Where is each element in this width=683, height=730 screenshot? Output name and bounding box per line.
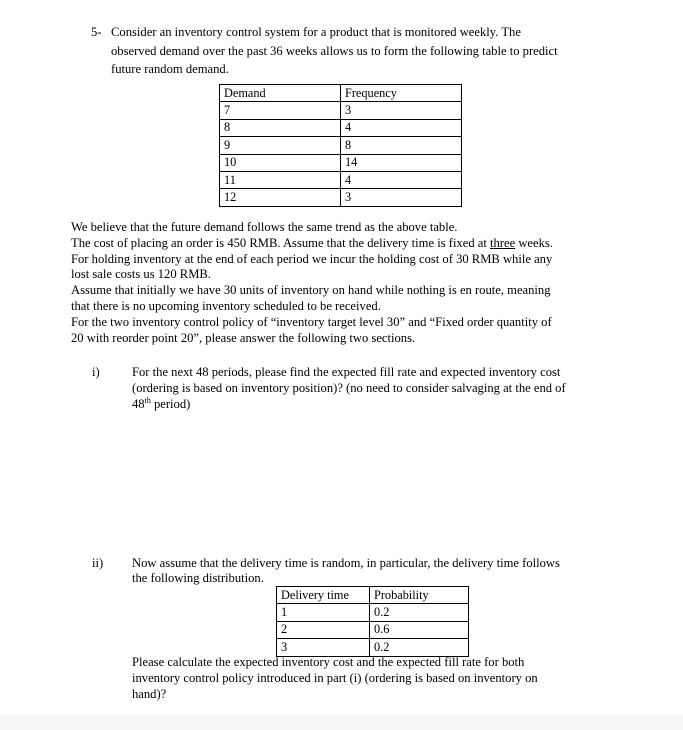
table-row (220, 137, 462, 154)
frequency-cell: 4 (341, 119, 462, 136)
demand-cell: 12 (220, 189, 341, 206)
body-line-8: 20 with reorder point 20”, please answer the following two sections. (71, 331, 416, 345)
body-line-4: lost sale costs us 120 RMB. (71, 267, 211, 281)
header-probability: Probability (370, 587, 469, 604)
body-line-3: For holding inventory at the end of each period we incur the holding cost of 30 RMB while any (71, 252, 553, 266)
header-delivery-time: Delivery time (277, 587, 370, 604)
body-line-7: For the two inventory control policy of “inventory target level 30” and “Fixed order quantity of (71, 315, 552, 329)
part-i-line-3-end: period) (150, 397, 191, 411)
part-ii-label: ii) (92, 556, 104, 570)
demand-table (219, 84, 462, 207)
table-row (277, 621, 469, 638)
body-line-6: that there is no upcoming inventory scheduled to be received. (71, 299, 381, 313)
header-demand: Demand (220, 85, 341, 102)
page-bottom-edge (0, 714, 683, 730)
header-frequency: Frequency (341, 85, 462, 102)
part-ii-after-line-3: hand)? (132, 687, 167, 701)
delivery-time-cell: 3 (277, 639, 370, 656)
body-line-2-start: The cost of placing an order is 450 RMB. Assume that the delivery time is fixed at (71, 236, 491, 250)
table-row (220, 119, 462, 136)
delivery-time-table (276, 586, 469, 657)
question-number: 5- (91, 25, 102, 39)
demand-cell: 11 (220, 171, 341, 188)
table-row (220, 171, 462, 188)
demand-cell: 10 (220, 154, 341, 171)
table-row (220, 189, 462, 206)
delivery-time-cell: 2 (277, 621, 370, 638)
intro-line-2: observed demand over the past 36 weeks allows us to form the following table to predict (111, 44, 558, 58)
part-i-label: i) (92, 365, 100, 379)
table-row (220, 102, 462, 119)
table-row (277, 604, 469, 621)
part-ii-after-line-2: inventory control policy introduced in part (i) (ordering is based on inventory on (132, 671, 538, 685)
ordinal-suffix: th (144, 395, 151, 405)
demand-cell: 7 (220, 102, 341, 119)
part-i-line-1: For the next 48 periods, please find the expected fill rate and expected inventory cost (132, 365, 561, 379)
part-ii-line-2: the following distribution. (132, 571, 264, 585)
part-ii-after-line-1: Please calculate the expected inventory cost and the expected fill rate for both (132, 655, 525, 669)
part-i-line-2: (ordering is based on inventory position)? (no need to consider salvaging at the end of (132, 381, 566, 395)
probability-cell: 0.2 (370, 639, 469, 656)
frequency-cell: 4 (341, 171, 462, 188)
frequency-cell: 14 (341, 154, 462, 171)
body-line-1: We believe that the future demand follows the same trend as the above table. (71, 220, 458, 234)
table-row (220, 154, 462, 171)
demand-cell: 9 (220, 137, 341, 154)
body-line-2-end: weeks. (515, 236, 553, 250)
frequency-cell: 3 (341, 102, 462, 119)
body-line-5: Assume that initially we have 30 units of inventory on hand while nothing is en route, meaning (71, 283, 551, 297)
intro-line-3: future random demand. (111, 62, 229, 76)
table-header-row (277, 587, 469, 604)
intro-line-1: Consider an inventory control system for a product that is monitored weekly. The (111, 25, 521, 39)
probability-cell: 0.2 (370, 604, 469, 621)
table-header-row (220, 85, 462, 102)
part-i-line-3 (132, 396, 190, 412)
frequency-cell: 3 (341, 189, 462, 206)
probability-cell: 0.6 (370, 621, 469, 638)
body-line-2 (71, 235, 553, 251)
part-i-line-3-number: 48 (132, 397, 145, 411)
delivery-time-cell: 1 (277, 604, 370, 621)
demand-cell: 8 (220, 119, 341, 136)
underlined-three: three (490, 236, 516, 250)
part-ii-line-1: Now assume that the delivery time is random, in particular, the delivery time follows (132, 556, 560, 570)
frequency-cell: 8 (341, 137, 462, 154)
